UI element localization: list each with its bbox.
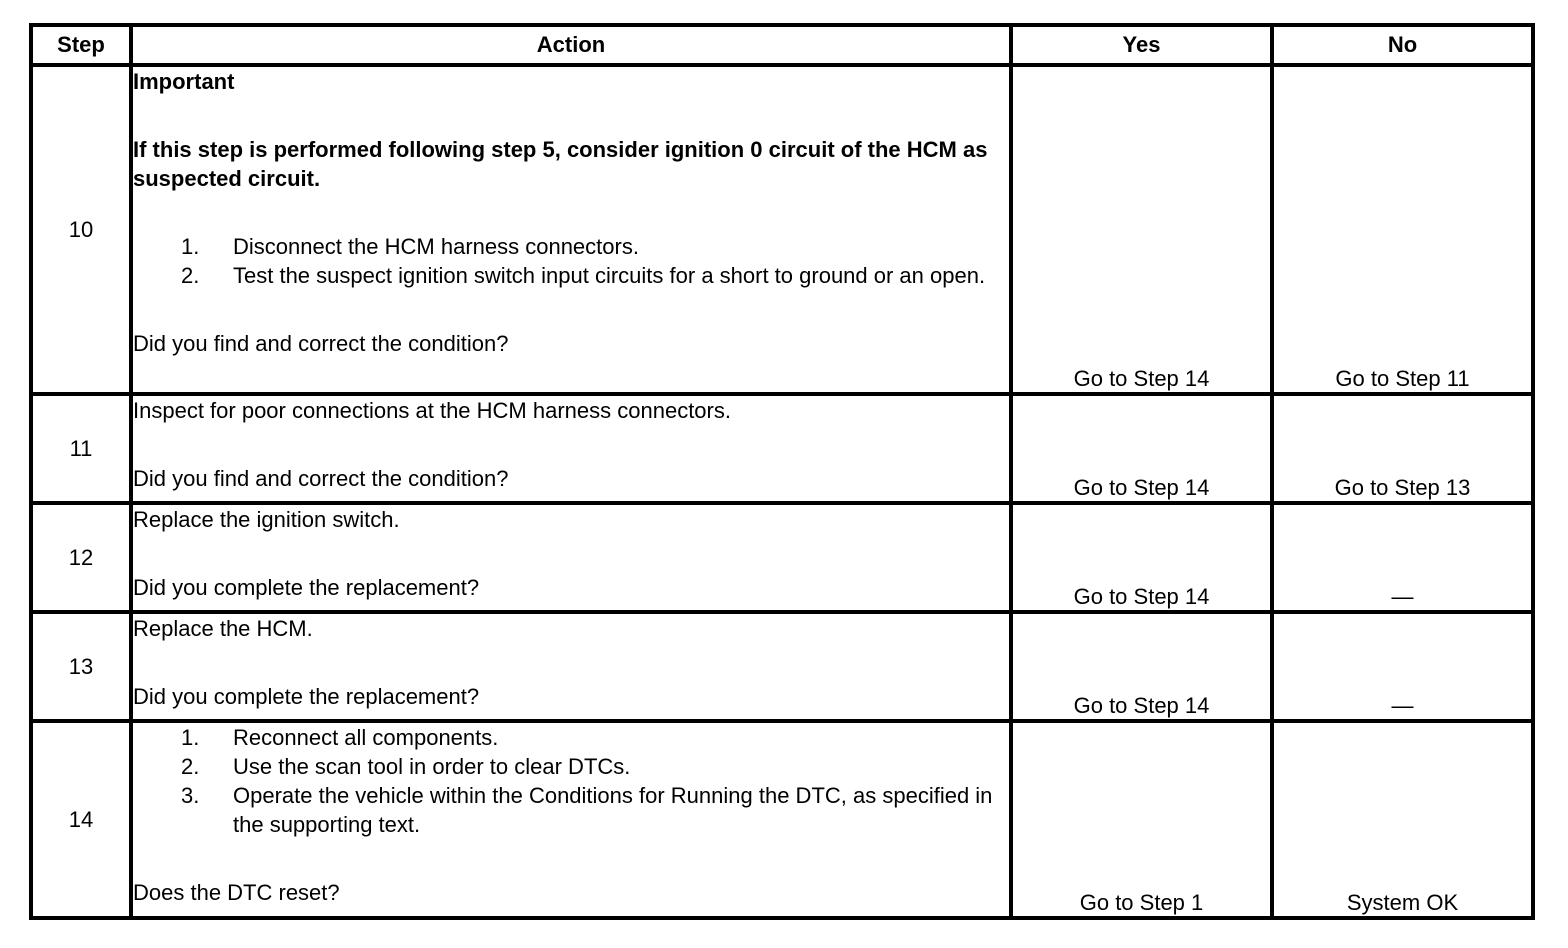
- yes-cell: Go to Step 1: [1011, 721, 1272, 918]
- diagnostic-table: [29, 23, 1535, 920]
- no-cell: —: [1272, 612, 1533, 721]
- list-item: 3. Operate the vehicle within the Conditions for Running the DTC, as specified in the supporting text.: [181, 783, 993, 837]
- header-row: [31, 25, 1533, 65]
- header-step: Step: [31, 25, 131, 65]
- action-text: Replace the ignition switch.: [133, 507, 400, 532]
- action-list: [133, 723, 1009, 839]
- table-row: [31, 503, 1533, 612]
- question-text: Did you complete the replacement?: [133, 684, 480, 709]
- header-no: No: [1272, 25, 1533, 65]
- question-text: Does the DTC reset?: [133, 880, 340, 905]
- action-list: [133, 232, 1009, 290]
- action-cell: [131, 65, 1011, 394]
- header-yes: Yes: [1011, 25, 1272, 65]
- important-title: Important: [133, 69, 235, 94]
- list-item: 1. Reconnect all components.: [181, 725, 499, 750]
- action-cell: [131, 721, 1011, 918]
- table-row: [31, 612, 1533, 721]
- yes-cell: Go to Step 14: [1011, 503, 1272, 612]
- step-number: 14: [31, 721, 131, 918]
- action-cell: [131, 612, 1011, 721]
- no-cell: Go to Step 13: [1272, 394, 1533, 503]
- question-text: Did you find and correct the condition?: [133, 466, 509, 491]
- no-cell: System OK: [1272, 721, 1533, 918]
- yes-cell: Go to Step 14: [1011, 394, 1272, 503]
- step-number: 10: [31, 65, 131, 394]
- action-text: Replace the HCM.: [133, 616, 313, 641]
- table-row: [31, 394, 1533, 503]
- list-item: 2. Test the suspect ignition switch input circuits for a short to ground or an open.: [181, 263, 986, 288]
- question-text: Did you find and correct the condition?: [133, 331, 509, 356]
- step-number: 13: [31, 612, 131, 721]
- action-cell: [131, 503, 1011, 612]
- no-cell: Go to Step 11: [1272, 65, 1533, 394]
- action-cell: [131, 394, 1011, 503]
- list-item: 1. Disconnect the HCM harness connectors.: [181, 234, 639, 259]
- yes-cell: Go to Step 14: [1011, 65, 1272, 394]
- step-number: 12: [31, 503, 131, 612]
- table-row: [31, 65, 1533, 394]
- list-item: 2. Use the scan tool in order to clear DTCs.: [181, 754, 631, 779]
- step-number: 11: [31, 394, 131, 503]
- action-text: Inspect for poor connections at the HCM harness connectors.: [133, 398, 731, 423]
- yes-cell: Go to Step 14: [1011, 612, 1272, 721]
- header-action: Action: [131, 25, 1011, 65]
- question-text: Did you complete the replacement?: [133, 575, 480, 600]
- no-cell: —: [1272, 503, 1533, 612]
- important-text: If this step is performed following step 5, consider ignition 0 circuit of the HCM as suspected circuit.: [133, 137, 988, 191]
- table-row: [31, 721, 1533, 918]
